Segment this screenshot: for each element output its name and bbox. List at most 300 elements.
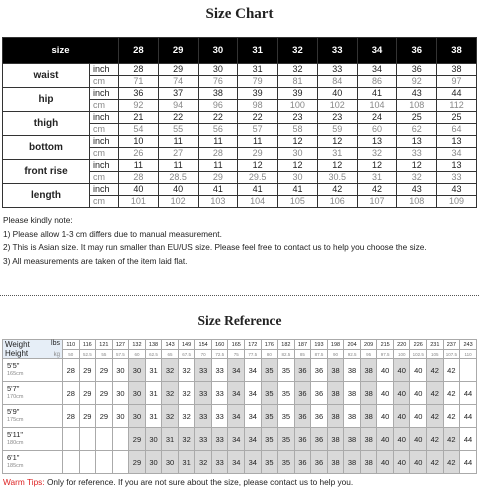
inch-value: 43 (397, 88, 437, 100)
weight-lbs-cell: 165 (228, 340, 245, 350)
size-cell: 34 (228, 428, 245, 451)
size-cell: 36 (311, 382, 328, 405)
inch-value: 36 (119, 88, 159, 100)
size-cell: 40 (377, 382, 394, 405)
size-cell: 38 (327, 428, 344, 451)
cm-value: 105 (278, 196, 318, 208)
cm-value: 112 (437, 100, 477, 112)
cm-value: 26 (119, 148, 159, 160)
note-line: 3) All measurements are taken of the item laid flat. (3, 255, 188, 266)
size-cell: 36 (294, 405, 311, 428)
size-cell (112, 428, 129, 451)
weight-lbs-cell: 237 (443, 340, 460, 350)
size-cell: 42 (427, 428, 444, 451)
note-line: Please kindly note: (3, 215, 73, 225)
size-cell: 38 (344, 405, 361, 428)
size-cell: 44 (460, 382, 477, 405)
size-cell: 36 (294, 359, 311, 382)
cm-value: 71 (119, 76, 159, 88)
size-cell: 42 (443, 451, 460, 474)
size-cell: 38 (327, 405, 344, 428)
inch-value: 22 (238, 112, 278, 124)
size-cell: 38 (344, 359, 361, 382)
cm-value: 34 (437, 148, 477, 160)
inch-value: 34 (357, 64, 397, 76)
measure-label: bottom (3, 136, 90, 160)
inch-value: 41 (238, 184, 278, 196)
size-cell: 40 (393, 451, 410, 474)
height-cell (3, 359, 63, 382)
inch-value: 38 (437, 64, 477, 76)
inch-value: 12 (238, 160, 278, 172)
height-cell (3, 451, 63, 474)
size-header-cell: 33 (317, 38, 357, 64)
weight-kg-cell: 102.5 (410, 350, 427, 359)
size-cell: 29 (79, 382, 96, 405)
size-cell: 38 (344, 382, 361, 405)
warm-tips-text: Only for reference. If you are not sure about the size, please contact us to help you. (44, 477, 354, 487)
cm-value: 108 (397, 196, 437, 208)
inch-value: 23 (317, 112, 357, 124)
size-cell: 36 (294, 428, 311, 451)
size-cell: 38 (344, 451, 361, 474)
size-cell: 42 (443, 359, 460, 382)
size-cell: 30 (112, 382, 129, 405)
weight-kg-cell: 87.5 (311, 350, 328, 359)
inch-value: 39 (238, 88, 278, 100)
inch-value: 12 (278, 136, 318, 148)
size-cell: 34 (228, 382, 245, 405)
height-ft: 5'5" (7, 361, 20, 370)
size-header-cell: 31 (238, 38, 278, 64)
measure-label: hip (3, 88, 90, 112)
size-cell: 29 (96, 405, 113, 428)
inch-value: 41 (357, 88, 397, 100)
size-notes (3, 214, 427, 268)
cm-value: 108 (397, 100, 437, 112)
cm-value: 33 (397, 148, 437, 160)
inch-value: 13 (397, 136, 437, 148)
size-cell: 29 (96, 382, 113, 405)
measure-label: waist (3, 64, 90, 88)
size-cell: 40 (410, 428, 427, 451)
weight-lbs-cell: 110 (63, 340, 80, 350)
inch-value: 41 (278, 184, 318, 196)
weight-lbs-cell: 193 (311, 340, 328, 350)
inch-value: 31 (238, 64, 278, 76)
inch-value: 25 (437, 112, 477, 124)
size-cell: 36 (311, 359, 328, 382)
inch-value: 29 (158, 64, 198, 76)
size-chart-title: Size Chart (205, 6, 274, 22)
size-cell: 29 (96, 359, 113, 382)
lbs-unit: lbs (51, 340, 60, 347)
weight-kg-cell: 100 (393, 350, 410, 359)
cm-value: 30 (278, 148, 318, 160)
weight-lbs-cell: 204 (344, 340, 361, 350)
size-cell: 44 (460, 405, 477, 428)
weight-lbs-cell: 143 (162, 340, 179, 350)
size-cell: 34 (228, 359, 245, 382)
size-cell: 40 (377, 405, 394, 428)
size-header-cell: 38 (437, 38, 477, 64)
size-cell: 35 (278, 382, 295, 405)
size-cell: 38 (360, 451, 377, 474)
weight-lbs-cell: 187 (294, 340, 311, 350)
cm-value: 100 (278, 100, 318, 112)
size-header-cell: 36 (397, 38, 437, 64)
size-cell: 30 (145, 428, 162, 451)
weight-kg-cell: 110 (460, 350, 477, 359)
size-cell: 38 (344, 428, 361, 451)
size-cell: 33 (211, 382, 228, 405)
size-cell: 28 (63, 382, 80, 405)
cm-value: 109 (437, 196, 477, 208)
measure-label: length (3, 184, 90, 208)
unit-label: cm (90, 172, 119, 184)
size-cell: 40 (393, 428, 410, 451)
height-row (3, 405, 477, 428)
size-cell: 40 (410, 382, 427, 405)
inch-value: 40 (317, 88, 357, 100)
cm-value: 56 (198, 124, 238, 136)
cm-value: 57 (238, 124, 278, 136)
size-cell: 40 (410, 359, 427, 382)
inch-value: 12 (397, 160, 437, 172)
size-cell: 31 (145, 359, 162, 382)
size-header-cell: 28 (119, 38, 159, 64)
weight-lbs-cell: 198 (327, 340, 344, 350)
size-cell: 34 (245, 359, 262, 382)
size-cell: 40 (393, 359, 410, 382)
cm-value: 64 (437, 124, 477, 136)
cm-value: 92 (397, 76, 437, 88)
weight-kg-cell: 82.5 (278, 350, 295, 359)
inch-value: 11 (158, 136, 198, 148)
size-cell: 36 (311, 405, 328, 428)
size-cell: 35 (261, 451, 278, 474)
unit-label: inch (90, 184, 119, 196)
size-cell: 33 (211, 428, 228, 451)
size-cell: 34 (245, 382, 262, 405)
cm-value: 101 (119, 196, 159, 208)
size-cell: 30 (129, 359, 146, 382)
inch-value: 36 (397, 64, 437, 76)
height-cm: 175cm (7, 417, 24, 423)
cm-value: 76 (198, 76, 238, 88)
weight-kg-cell: 57.5 (112, 350, 129, 359)
measure-row-inch (3, 64, 477, 76)
height-ft: 5'9" (7, 407, 20, 416)
height-cell (3, 382, 63, 405)
size-cell (63, 428, 80, 451)
size-cell: 38 (327, 451, 344, 474)
weight-lbs-cell: 172 (245, 340, 262, 350)
weight-kg-row (3, 350, 477, 359)
measure-label: front rise (3, 160, 90, 184)
height-label: Height (5, 349, 29, 358)
size-cell: 40 (410, 405, 427, 428)
weight-kg-cell: 85 (294, 350, 311, 359)
weight-kg-cell: 55 (96, 350, 113, 359)
size-cell: 36 (311, 451, 328, 474)
size-cell: 32 (178, 359, 195, 382)
size-cell: 40 (377, 428, 394, 451)
cm-value: 86 (357, 76, 397, 88)
inch-value: 12 (317, 136, 357, 148)
weight-kg-cell: 62.5 (145, 350, 162, 359)
weight-kg-cell: 107.5 (443, 350, 460, 359)
cm-value: 32 (357, 148, 397, 160)
cm-value: 79 (238, 76, 278, 88)
size-cell: 35 (261, 359, 278, 382)
measure-row-inch (3, 184, 477, 196)
weight-lbs-cell: 209 (360, 340, 377, 350)
size-cell (79, 451, 96, 474)
size-reference-title: Size Reference (197, 313, 282, 328)
size-cell: 32 (162, 359, 179, 382)
size-cell: 36 (311, 428, 328, 451)
size-cell: 31 (145, 405, 162, 428)
warm-tips-label: Warm Tips: (3, 477, 45, 487)
inch-value: 37 (158, 88, 198, 100)
height-row (3, 428, 477, 451)
size-cell: 34 (245, 451, 262, 474)
cm-value: 98 (238, 100, 278, 112)
kg-unit: kg (53, 352, 60, 358)
cm-value: 31 (317, 148, 357, 160)
cm-value: 32 (397, 172, 437, 184)
inch-value: 41 (198, 184, 238, 196)
cm-value: 107 (357, 196, 397, 208)
inch-value: 13 (437, 160, 477, 172)
inch-value: 24 (357, 112, 397, 124)
size-cell: 30 (112, 405, 129, 428)
size-cell: 30 (129, 382, 146, 405)
size-cell: 34 (245, 405, 262, 428)
size-cell: 34 (245, 428, 262, 451)
weight-kg-cell: 65 (162, 350, 179, 359)
size-cell: 32 (162, 382, 179, 405)
size-cell: 31 (162, 428, 179, 451)
cm-value: 54 (119, 124, 159, 136)
weight-lbs-cell: 176 (261, 340, 278, 350)
size-cell (79, 428, 96, 451)
cm-value: 33 (437, 172, 477, 184)
size-chart-header-row (3, 38, 477, 64)
weight-lbs-cell: 226 (410, 340, 427, 350)
cm-value: 31 (357, 172, 397, 184)
size-cell: 33 (195, 428, 212, 451)
size-cell: 33 (195, 405, 212, 428)
cm-value: 103 (198, 196, 238, 208)
size-cell: 42 (427, 359, 444, 382)
height-ft: 5'7" (7, 384, 20, 393)
height-row (3, 451, 477, 474)
measure-row-inch (3, 88, 477, 100)
weight-kg-cell: 70 (195, 350, 212, 359)
warm-tips (3, 477, 353, 487)
weight-lbs-cell: 116 (79, 340, 96, 350)
weight-kg-cell: 95 (360, 350, 377, 359)
measure-row-inch (3, 112, 477, 124)
note-line: 2) This is Asian size. It may run smaller than EU/US size. Please feel free to contact us to help you choose the size. (3, 242, 427, 252)
weight-kg-cell: 97.5 (377, 350, 394, 359)
size-cell: 42 (427, 451, 444, 474)
cm-value: 27 (158, 148, 198, 160)
height-cell (3, 428, 63, 451)
inch-value: 12 (317, 160, 357, 172)
weight-height-corner (3, 340, 63, 359)
inch-value: 22 (158, 112, 198, 124)
inch-value: 21 (119, 112, 159, 124)
weight-lbs-cell: 138 (145, 340, 162, 350)
size-cell: 44 (460, 428, 477, 451)
weight-kg-cell: 92.5 (344, 350, 361, 359)
cm-value: 30.5 (317, 172, 357, 184)
size-cell: 30 (162, 451, 179, 474)
inch-value: 42 (317, 184, 357, 196)
cm-value: 28 (198, 148, 238, 160)
cm-value: 106 (317, 196, 357, 208)
size-cell: 33 (195, 382, 212, 405)
size-cell: 32 (178, 382, 195, 405)
weight-lbs-cell: 243 (460, 340, 477, 350)
inch-value: 23 (278, 112, 318, 124)
weight-kg-cell: 105 (427, 350, 444, 359)
size-cell: 36 (294, 382, 311, 405)
size-cell: 35 (261, 405, 278, 428)
size-cell: 35 (261, 428, 278, 451)
weight-kg-cell: 75 (228, 350, 245, 359)
size-cell: 33 (211, 405, 228, 428)
size-cell: 32 (178, 405, 195, 428)
cm-value: 60 (357, 124, 397, 136)
size-cell: 38 (360, 359, 377, 382)
weight-kg-cell: 90 (327, 350, 344, 359)
unit-label: inch (90, 160, 119, 172)
inch-value: 13 (357, 136, 397, 148)
weight-lbs-cell: 182 (278, 340, 295, 350)
inch-value: 11 (198, 136, 238, 148)
weight-lbs-cell: 127 (112, 340, 129, 350)
size-cell (96, 428, 113, 451)
size-cell: 29 (79, 405, 96, 428)
size-header-label: size (3, 38, 119, 64)
cm-value: 59 (317, 124, 357, 136)
weight-kg-cell: 52.5 (79, 350, 96, 359)
unit-label: cm (90, 148, 119, 160)
inch-value: 40 (158, 184, 198, 196)
cm-value: 55 (158, 124, 198, 136)
unit-label: cm (90, 76, 119, 88)
unit-label: inch (90, 112, 119, 124)
cm-value: 84 (317, 76, 357, 88)
weight-label: Weight (5, 340, 30, 349)
cm-value: 28.5 (158, 172, 198, 184)
size-header-cell: 32 (278, 38, 318, 64)
cm-value: 28 (119, 172, 159, 184)
size-cell: 38 (360, 405, 377, 428)
size-cell: 38 (327, 359, 344, 382)
size-cell: 40 (393, 405, 410, 428)
cm-value: 97 (437, 76, 477, 88)
height-cm: 180cm (7, 440, 24, 446)
size-cell: 38 (360, 382, 377, 405)
inch-value: 11 (198, 160, 238, 172)
size-cell: 30 (145, 451, 162, 474)
height-row (3, 359, 477, 382)
inch-value: 11 (238, 136, 278, 148)
inch-value: 39 (278, 88, 318, 100)
size-cell: 29 (79, 359, 96, 382)
size-cell: 42 (443, 428, 460, 451)
inch-value: 43 (437, 184, 477, 196)
inch-value: 38 (198, 88, 238, 100)
size-cell: 40 (377, 451, 394, 474)
weight-kg-cell: 60 (129, 350, 146, 359)
weight-lbs-cell: 215 (377, 340, 394, 350)
cm-value: 104 (238, 196, 278, 208)
height-ft: 6'1" (7, 453, 20, 462)
cm-value: 74 (158, 76, 198, 88)
height-ft: 5'11" (7, 430, 24, 439)
cm-value: 92 (119, 100, 159, 112)
size-cell: 42 (427, 382, 444, 405)
cm-value: 81 (278, 76, 318, 88)
height-row (3, 382, 477, 405)
size-cell: 35 (261, 382, 278, 405)
size-cell: 44 (460, 451, 477, 474)
weight-kg-cell: 50 (63, 350, 80, 359)
height-cm: 170cm (7, 394, 24, 400)
size-cell: 34 (228, 405, 245, 428)
unit-label: inch (90, 136, 119, 148)
size-cell: 35 (278, 451, 295, 474)
cm-value: 62 (397, 124, 437, 136)
weight-lbs-cell: 220 (393, 340, 410, 350)
weight-kg-cell: 67.5 (178, 350, 195, 359)
weight-lbs-cell: 149 (178, 340, 195, 350)
size-cell: 36 (294, 451, 311, 474)
weight-kg-cell: 72.5 (211, 350, 228, 359)
size-cell: 42 (427, 405, 444, 428)
cm-value: 29 (238, 148, 278, 160)
size-cell (96, 451, 113, 474)
size-cell: 35 (278, 428, 295, 451)
height-cm: 185cm (7, 463, 24, 469)
size-cell: 31 (145, 382, 162, 405)
inch-value: 42 (357, 184, 397, 196)
inch-value: 43 (397, 184, 437, 196)
cm-value: 29.5 (238, 172, 278, 184)
note-line: 1) Please allow 1-3 cm differs due to manual measurement. (3, 228, 222, 239)
size-cell: 30 (112, 359, 129, 382)
cm-value: 104 (357, 100, 397, 112)
size-cell: 33 (211, 359, 228, 382)
cm-value: 102 (317, 100, 357, 112)
size-cell: 40 (393, 382, 410, 405)
size-cell: 29 (129, 451, 146, 474)
cm-value: 29 (198, 172, 238, 184)
measure-row-inch (3, 136, 477, 148)
size-cell: 38 (360, 428, 377, 451)
cm-value: 58 (278, 124, 318, 136)
weight-lbs-cell: 231 (427, 340, 444, 350)
size-cell (112, 451, 129, 474)
size-header-cell: 30 (198, 38, 238, 64)
unit-label: inch (90, 64, 119, 76)
